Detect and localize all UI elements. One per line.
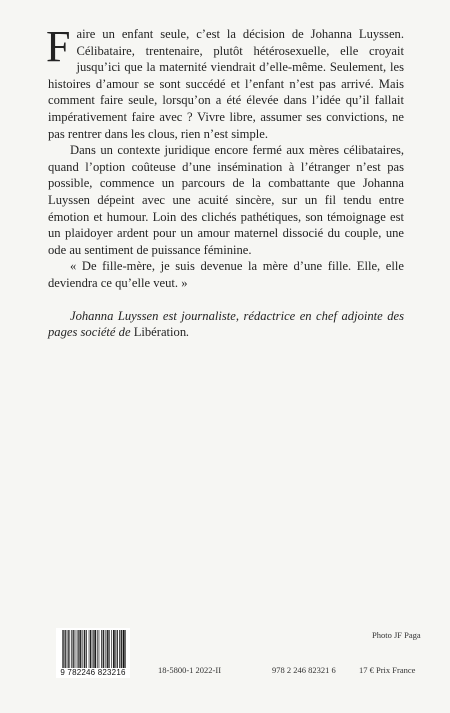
barcode-bar [119,630,120,668]
barcode-bar [90,630,91,668]
barcode-bar [68,630,69,668]
barcode-bar [117,630,118,668]
barcode-bar [124,630,125,668]
barcode-bar [62,630,63,668]
barcode-bar [96,630,97,668]
barcode-bar [63,630,64,668]
barcode-bar [114,630,115,668]
barcode-bar [113,630,114,668]
barcode-bar [66,630,67,668]
barcode-bar [71,630,72,668]
barcode-bars [62,630,126,668]
barcode-bar [95,630,96,668]
barcode-bar [109,630,110,668]
barcode-bar [102,630,103,668]
summary-paragraph-2: Dans un contexte juridique encore fermé aux mères célibataires, quand l’option coûteuse d’une insémination à l’étranger n’est pas possible, commence un parcours de la combattante que Johanna Luyssen dépeint avec une acuité sincère, sur un fil tendu entre émotion et humour. Loin des clichés pathétiques, son témoignage est un plaidoyer ardent pour un amour maternel dissocié du couple, une ode au sentiment de puissance féminine. [48,143,404,257]
barcode-bar [78,630,79,668]
photo-credit: Photo JF Paga [372,630,421,640]
isbn: 978 2 246 82321 6 [272,665,336,675]
barcode-bar [76,630,77,668]
author-bio-end: . [186,325,190,340]
barcode-bar [93,630,94,668]
barcode-bar [79,630,80,668]
summary-paragraph-1 [46,22,404,142]
barcode-bar [115,630,116,668]
price: 17 € Prix France [359,665,416,675]
barcode-bar [111,630,112,668]
barcode-bar [101,630,102,668]
barcode-bar [105,630,106,668]
barcode-bar [125,630,126,668]
barcode-bar [114,630,115,668]
barcode-bar [84,630,85,668]
barcode-bar [86,630,87,668]
summary-paragraph-1-text: aire un enfant seule, c’est la décision de Johanna Luyssen. Célibataire, trentenaire, plutôt hétérosexuelle, elle croyait jusqu’ici que la maternité viendrait d’elle-même. Seulement, les histoires d’amour se sont succédé et l’enfant n’est pas arrivé. Mais comment faire seule, lorsqu’on a été élevée dans l’idée qu’il fallait impérativement faire avec ? Vivre libre, assumer ses convictions, ne pas rentrer dans les clous, rien n’est simple. [48,27,404,141]
barcode-bar [104,630,105,668]
barcode-bar [73,630,74,668]
catalog-code: 18-5800-1 2022-II [158,665,222,675]
author-bio-text: Johanna Luyssen est journaliste, rédactrice en chef adjointe des pages société de [48,308,404,340]
barcode-bar [91,630,92,668]
barcode-bar [80,630,81,668]
barcode-bar [103,630,104,668]
barcode-bar [89,630,90,668]
barcode-bar [92,630,93,668]
barcode-bar [69,630,70,668]
barcode-digits: 9 782246 823216 [60,668,126,677]
barcode-bar [117,630,118,668]
barcode-bar [82,630,83,668]
barcode-bar [123,630,124,668]
author-bio [48,308,404,341]
barcode-bar [99,630,100,668]
barcode-bar [107,630,108,668]
barcode-bar [97,630,98,668]
barcode-bar [84,630,85,668]
back-cover-text [46,22,404,341]
barcode-bar [64,630,65,668]
barcode [56,628,130,678]
barcode-bar [74,630,75,668]
newspaper-name: Libération [133,325,187,340]
barcode-bar [94,630,95,668]
barcode-bar [108,630,109,668]
barcode-bar [86,630,87,668]
barcode-bar [81,630,82,668]
barcode-bar [73,630,74,668]
barcode-bar [124,630,125,668]
barcode-bar [122,630,123,668]
barcode-bar [107,630,108,668]
barcode-bar [68,630,69,668]
barcode-bar [78,630,79,668]
barcode-bar [120,630,121,668]
barcode-bar [65,630,66,668]
drop-cap: F [46,22,71,71]
barcode-bar [121,630,122,668]
author-quote: « De fille-mère, je suis devenue la mère d’une fille. Elle, elle deviendra ce qu’elle veut. » [48,259,404,290]
